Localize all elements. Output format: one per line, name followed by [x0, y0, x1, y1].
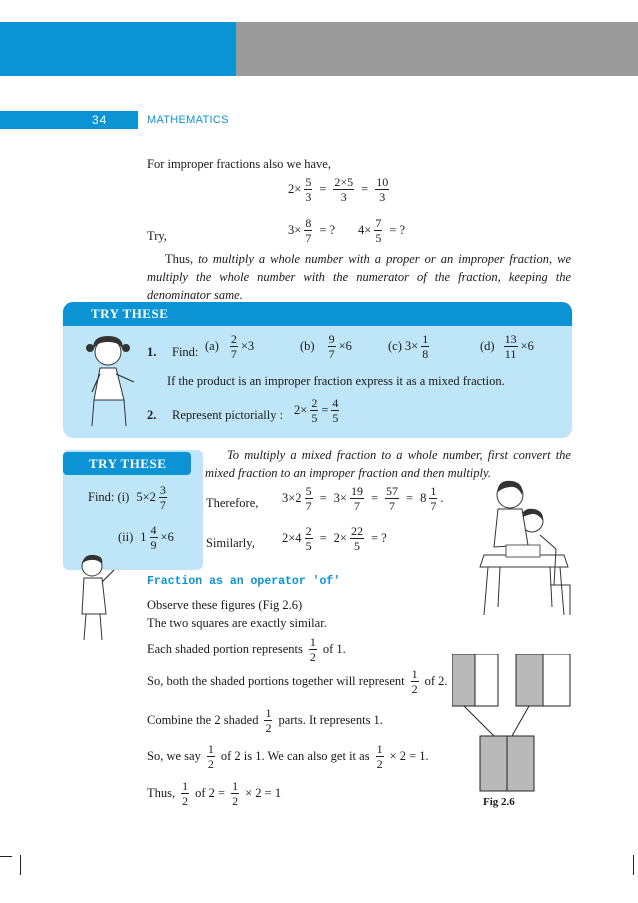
text-span: So, both the shaded portions together will represent [147, 674, 405, 688]
part-label: Find: (i) [88, 490, 130, 504]
similarly-equation [282, 525, 387, 552]
children-at-table-illustration [470, 475, 574, 625]
subject-title: MATHEMATICS [147, 114, 229, 126]
equals-sign: = [406, 491, 414, 505]
fraction: $\frac{4}{9}$ [150, 523, 157, 552]
equals-sign: = [361, 182, 369, 196]
eq-term: 2× [288, 182, 302, 196]
equals-sign: = [370, 491, 378, 505]
line-each-shaded [147, 636, 346, 663]
line-combine [147, 707, 383, 734]
mixed-paragraph: To multiply a mixed fraction to a whole number, first convert the mixed fraction to an improper fraction and then multiply. [205, 448, 571, 480]
equation-1 [288, 176, 389, 203]
equals-sign: = [319, 531, 327, 545]
eq-term: 3× [404, 339, 419, 353]
crop-mark [0, 856, 12, 857]
fraction: $\frac{1}{2}$ [376, 742, 383, 771]
part-label: (d) [480, 339, 495, 353]
eq-term: 1 [140, 530, 147, 544]
try-equation-1 [288, 217, 335, 244]
therefore-label: Therefore, [206, 496, 259, 510]
fraction: $\frac{4}{5}$ [332, 396, 339, 425]
text-span: of 2. [424, 674, 448, 688]
equals-sign: = [319, 182, 327, 196]
eq-term: = ? [319, 223, 336, 237]
fraction: $\frac{19}{7}$ [350, 484, 363, 513]
square-left [452, 654, 498, 706]
eq-term: ×6 [338, 339, 352, 353]
text-span: parts. It represents 1. [278, 713, 383, 727]
side-find-i [88, 484, 167, 511]
fraction: $\frac{7}{5}$ [375, 216, 382, 245]
eq-term: 2× [294, 403, 308, 417]
fraction: $\frac{9}{7}$ [328, 332, 335, 361]
part-label: (b) [300, 339, 315, 353]
eq-term: ×6 [160, 530, 174, 544]
fraction: $\frac{1}{2}$ [232, 779, 239, 808]
q1-part-c [388, 333, 429, 360]
fraction: $\frac{1}{2}$ [309, 635, 316, 664]
q1-part-a [205, 333, 254, 360]
part-label: (c) [388, 339, 402, 353]
figure-label: Fig 2.6 [483, 796, 515, 808]
equals-sign: = [321, 403, 329, 417]
fraction: $\frac{1}{2}$ [265, 706, 272, 735]
equals-sign: = [319, 491, 327, 505]
q1-note: If the product is an improper fraction express it as a mixed fraction. [167, 374, 505, 388]
combined-square [480, 736, 534, 791]
try-these-label: TRY THESE [91, 306, 169, 321]
fraction: $\frac{13}{11}$ [504, 332, 517, 361]
header-bar [0, 111, 138, 129]
line-we-say [147, 743, 429, 770]
text-span: of 2 is 1. We can also get it as [220, 749, 370, 763]
eq-term: 5×2 [136, 490, 156, 504]
side-find-ii [118, 524, 174, 551]
eq-term: 3× [333, 491, 347, 505]
q2-text: Represent pictorially : [172, 408, 284, 422]
squares-text: The two squares are exactly similar. [147, 616, 327, 630]
eq-term: . [440, 491, 444, 505]
try-these-title [63, 302, 572, 326]
rule-lead: Thus, [165, 252, 199, 266]
rule-paragraph [147, 250, 571, 304]
q1-part-d [480, 333, 534, 360]
top-band-blue [0, 22, 236, 76]
observe-text: Observe these figures (Fig 2.6) [147, 598, 303, 612]
fraction: $\frac{5}{7}$ [305, 484, 312, 513]
girl-illustration [78, 330, 140, 430]
text-span: So, we say [147, 749, 201, 763]
page-number: 34 [92, 113, 108, 127]
eq-term: = ? [389, 223, 406, 237]
fraction: $\frac{1}{2}$ [182, 779, 189, 808]
top-band-gray [236, 22, 638, 76]
fraction: $\frac{1}{2}$ [411, 667, 418, 696]
fraction: $\frac{22}{5}$ [350, 524, 363, 553]
q1-number: 1. [147, 345, 157, 359]
eq-term: ×3 [240, 339, 255, 353]
section-title: Fraction as an operator 'of' [147, 575, 341, 588]
fraction: $\frac{2}{5}$ [305, 524, 312, 553]
eq-term: = ? [370, 531, 387, 545]
fraction: $\frac{57}{7}$ [386, 484, 398, 513]
text-span: × 2 = 1. [389, 749, 429, 763]
eq-term: 8 [420, 491, 427, 505]
fraction: $\frac{2}{5}$ [311, 396, 318, 425]
line-both-shaded [147, 668, 448, 695]
fraction: $\frac{2\times 5}{3}$ [334, 175, 354, 204]
text-span: Thus, [147, 786, 176, 800]
eq-term: ×6 [520, 339, 534, 353]
eq-term: 3×2 [282, 491, 302, 505]
similarly-label: Similarly, [206, 536, 255, 550]
try-label: Try, [147, 229, 167, 243]
figure-2-6 [452, 654, 588, 794]
eq-term: 2× [333, 531, 347, 545]
square-right [516, 654, 570, 706]
fraction: $\frac{2}{7}$ [230, 332, 237, 361]
eq-term: 4× [358, 223, 372, 237]
connector-line [512, 706, 529, 736]
fraction: $\frac{3}{7}$ [159, 483, 166, 512]
fraction: $\frac{1}{8}$ [422, 332, 429, 361]
text-span: of 2 = [195, 786, 226, 800]
text-span: Each shaded portion represents [147, 642, 303, 656]
fraction: $\frac{8}{7}$ [305, 216, 312, 245]
crop-mark [20, 855, 21, 875]
fraction: $\frac{1}{7}$ [430, 484, 437, 513]
q1-part-b [300, 333, 352, 360]
part-label: (ii) [118, 530, 134, 544]
fraction: $\frac{5}{3}$ [305, 175, 312, 204]
boy-illustration [70, 552, 126, 642]
part-label: (a) [205, 339, 219, 353]
rule-italic: to multiply a whole number with a proper or an improper fraction, we multiply the whole number with the numerator of the fraction, keeping the denominator same. [147, 252, 572, 302]
line-thus [147, 780, 281, 807]
try-these-side-title [63, 452, 191, 475]
fraction: $\frac{10}{3}$ [376, 175, 389, 204]
try-equation-2 [358, 217, 405, 244]
try-these-label: TRY THESE [89, 456, 167, 471]
crop-mark [633, 855, 634, 875]
q2-equation [294, 397, 339, 424]
connector-line [464, 706, 494, 736]
intro-text: For improper fractions also we have, [147, 157, 331, 171]
text-span: of 1. [322, 642, 346, 656]
eq-term: 2×4 [282, 531, 302, 545]
therefore-equation [282, 485, 443, 512]
q1-find: Find: [172, 345, 199, 359]
fraction: $\frac{1}{2}$ [207, 742, 214, 771]
eq-term: 3× [288, 223, 302, 237]
q2-number: 2. [147, 408, 157, 422]
text-span: Combine the 2 shaded [147, 713, 259, 727]
text-span: × 2 = 1 [245, 786, 282, 800]
